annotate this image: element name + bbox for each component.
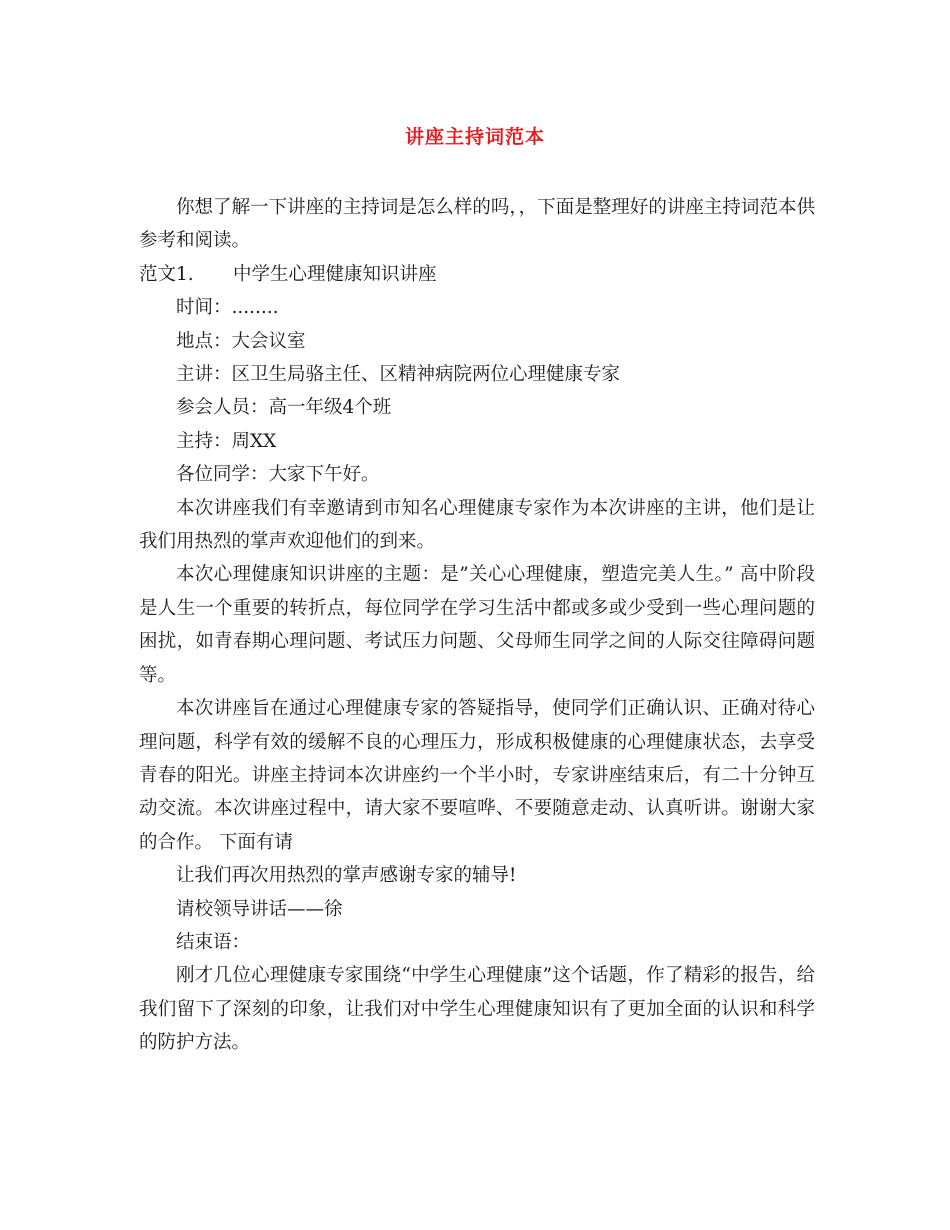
speaker-line: 主讲：区卫生局骆主任、区精神病院两位心理健康专家 xyxy=(176,364,621,386)
sample-title: 中学生心理健康知识讲座 xyxy=(233,263,437,285)
thanks-line: 让我们再次用热烈的掌声感谢专家的辅导! xyxy=(176,865,517,887)
location-line: 地点：大会议室 xyxy=(176,330,306,352)
sample-label: 范文1. xyxy=(139,263,194,285)
closing-paragraph: 刚才几位心理健康专家围绕“中学生心理健康”这个话题，作了精彩的报告，给我们留下了深刻的印象，让我们对中学生心理健康知识有了更加全面的认识和科学的防护方法。 xyxy=(139,965,815,1054)
leader-speech-line: 请校领导讲话——徐 xyxy=(176,898,343,920)
time-line: 时间：........ xyxy=(176,297,279,319)
closing-label: 结束语： xyxy=(176,931,251,953)
document-body xyxy=(139,191,815,1060)
intro-paragraph: 你想了解一下讲座的主持词是怎么样的吗，，下面是整理好的讲座主持词范本供参考和阅读。 xyxy=(139,197,815,252)
greeting-line: 各位同学：大家下午好。 xyxy=(176,464,380,486)
theme-paragraph: 本次心理健康知识讲座的主题：是”关心心理健康，塑造完美人生。” 高中阶段是人生一个重要的转折点，每位同学在学习生活中都或多或少受到一些心理问题的困扰，如青春期心理问题、考试压力问题、父母师生同学之间的人际交往障碍问题等。 xyxy=(139,564,815,686)
sample-heading xyxy=(139,258,815,291)
attendees-line: 参会人员：高一年级4个班 xyxy=(176,397,392,419)
purpose-paragraph: 本次讲座旨在通过心理健康专家的答疑指导，使同学们正确认识、正确对待心理问题，科学有效的缓解不良的心理压力，形成积极健康的心理健康状态，去享受青春的阳光。讲座主持词本次讲座约一个半小时，专家讲座结束后，有二十分钟互动交流。本次讲座过程中，请大家不要喧哗、不要随意走动、认真听讲。谢谢大家的合作。 下面有请 xyxy=(139,698,815,853)
welcome-paragraph: 本次讲座我们有幸邀请到市知名心理健康专家作为本次讲座的主讲，他们是让我们用热烈的掌声欢迎他们的到来。 xyxy=(139,497,815,553)
host-line: 主持：周XX xyxy=(176,430,277,452)
document-title: 讲座主持词范本 xyxy=(404,126,545,148)
